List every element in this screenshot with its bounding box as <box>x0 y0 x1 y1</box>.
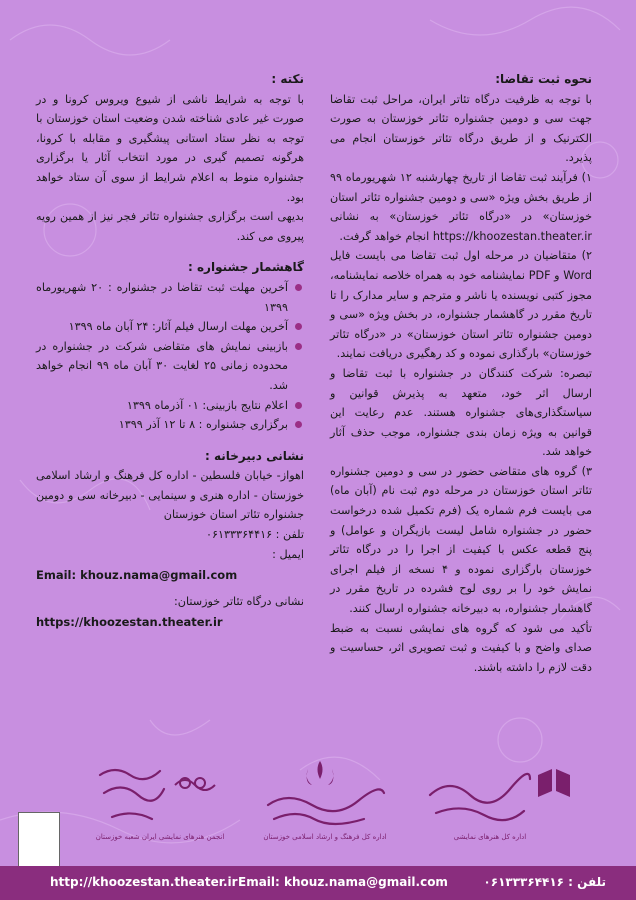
calendar-heading: گاهشمار جشنواره : <box>187 260 304 275</box>
secretariat-email-label: ایمیل : <box>272 547 304 561</box>
dramatic-arts-logo <box>420 755 570 845</box>
calendar-list <box>36 278 304 435</box>
notice-text: با توجه به شرایط ناشی از شیوع ویروس کرونا و در صورت غیر عادی شناخته شدن وضعیت استان خوزستان با توجه به نظر ستاد استانی پیشگیری و مقابله با کرونا، هرگونه تصمیم گیری در مورد انتخاب آثار یا برگزاری جشنواره منوط به اعلام شرایط از سوی آن ستاد خواهد بود. <box>36 92 304 204</box>
footer-phone: تلفن : ۰۶۱۳۳۳۶۴۴۱۶ <box>483 875 606 889</box>
notice-text-2: بدیهی است برگزاری جشنواره تئاتر فجر نیز از همین رویه پیروی می کند. <box>36 210 304 243</box>
culture-ministry-logo-label: اداره کل فرهنگ و ارشاد اسلامی خوزستان <box>263 833 387 841</box>
calendar-item: اعلام نتایج بازبینی: ۰۱ آذرماه ۱۳۹۹ <box>36 396 304 416</box>
registration-emphasis: تأکید می شود که گروه های نمایشی نسبت به ضبط صدای واضح و با کیفیت و ثبت تصویری اثر، حساسیت و دقت لازم را داشته باشند. <box>330 621 592 674</box>
association-logo <box>90 755 230 845</box>
notice-heading: نکته : <box>271 72 304 86</box>
registration-step-2: ۲) متقاضیان در مرحله اول ثبت تقاضا می بایست فایل Word و PDF نمایشنامه خود به همراه خلاصه نمایشنامه، مجوز کتبی نویسنده یا ناشر و مترجم و سایر مدارک را تا تاریخ مقرر در گاهشمار جشنواره، در بخش ویژه «سی و دومین جشنواره تئاتر استان خوزستان» در «درگاه تئاتر خوزستان» بارگذاری نموده و کد رهگیری دریافت نمایند. <box>330 249 592 361</box>
registration-note: تبصره: شرکت کنندگان در جشنواره با ثبت تقاضا و ارسال اثر خود، متعهد به پذیرش قوانین و سیاستگذاری‌های جشنواره هستند. عدم رعایت این قوانین به ویژه زمان بندی جشنواره، موجب حذف آثار خواهد شد. <box>330 366 592 459</box>
calendar-item: آخرین مهلت ارسال فیلم آثار: ۲۴ آبان ماه ۱۳۹۹ <box>36 317 304 337</box>
calendar-item: بازبینی نمایش های متقاضی شرکت در جشنواره در محدوده زمانی ۲۵ لغایت ۳۰ آبان ماه ۹۹ انجام خواهد شد. <box>36 337 304 396</box>
registration-intro: با توجه به ظرفیت درگاه تئاتر ایران، مراحل ثبت تقاضا جهت سی و دومین جشنواره تئاتر خوزستان به صورت الکترنیک و از طریق درگاه تئاتر خوزستان انجام می پذیرد. <box>330 92 592 165</box>
info-column <box>36 70 304 633</box>
calendar-item: برگزاری جشنواره : ۸ تا ۱۲ آذر ۱۳۹۹ <box>36 415 304 435</box>
association-logo-label: انجمن هنرهای نمایشی ایران شعبه خوزستان <box>95 833 225 841</box>
secretariat-phone: تلفن : ۰۶۱۳۳۳۶۴۴۱۶ <box>206 528 304 542</box>
secretariat-email-link[interactable]: Email: khouz.nama@gmail.com <box>36 568 238 583</box>
theater-badge-logo <box>18 812 60 870</box>
registration-heading: نحوه ثبت تقاضا: <box>495 72 592 86</box>
registration-step-3: ۳) گروه های متقاضی حضور در سی و دومین جشنواره تئاتر استان خوزستان در مرحله دوم ثبت نام (آبان ماه) می بایست فرم شماره یک (فرم تکمیل شده درخواست حضور در جشنواره شامل لیست بازیگران و عوامل) و پنج قطعه عکس با کیفیت از اجرا را در درگاه تئاتر خوزستان بارگزاری نموده و ۴ نسخه از فیلم اجرای نمایش خود را بر روی لوح فشرده در تاریخ مقرر در گاهشمار جشنواره، به دبیرخانه جشنواره ارسال کنند. <box>330 464 592 616</box>
footer-bar <box>0 866 636 900</box>
culture-ministry-logo <box>260 755 390 845</box>
secretariat-portal-link[interactable]: https://khoozestan.theater.ir <box>36 615 223 630</box>
secretariat-portal-label: نشانی درگاه تئاتر خوزستان: <box>173 594 304 608</box>
secretariat-address: اهواز- خیابان فلسطین - اداره کل فرهنگ و ارشاد اسلامی خوزستان - اداره هنری و سینمایی - دبیرخانه سی و دومین جشنواره تئاتر استان خوزستان <box>36 469 304 522</box>
calendar-item: آخرین مهلت ثبت تقاضا در جشنواره : ۲۰ شهریورماه ۱۳۹۹ <box>36 278 304 317</box>
registration-section <box>330 70 592 677</box>
footer-email-link[interactable]: Email: khouz.nama@gmail.com <box>238 875 448 889</box>
dramatic-arts-logo-label: اداره کل هنرهای نمایشی <box>453 833 527 841</box>
registration-step-1: ۱) فرآیند ثبت تقاضا از تاریخ چهارشنبه ۱۲ شهریورماه ۹۹ از طریق بخش ویژه «سی و دومین جشنواره تئاتر استان خوزستان» در «درگاه تئاتر خوزستان» به نشانی https://khoozestan.theater.ir انجام خواهد گرفت. <box>330 170 593 243</box>
secretariat-heading: نشانی دبیرخانه : <box>205 448 304 463</box>
footer-website-link[interactable]: http://khoozestan.theater.ir <box>50 875 238 889</box>
